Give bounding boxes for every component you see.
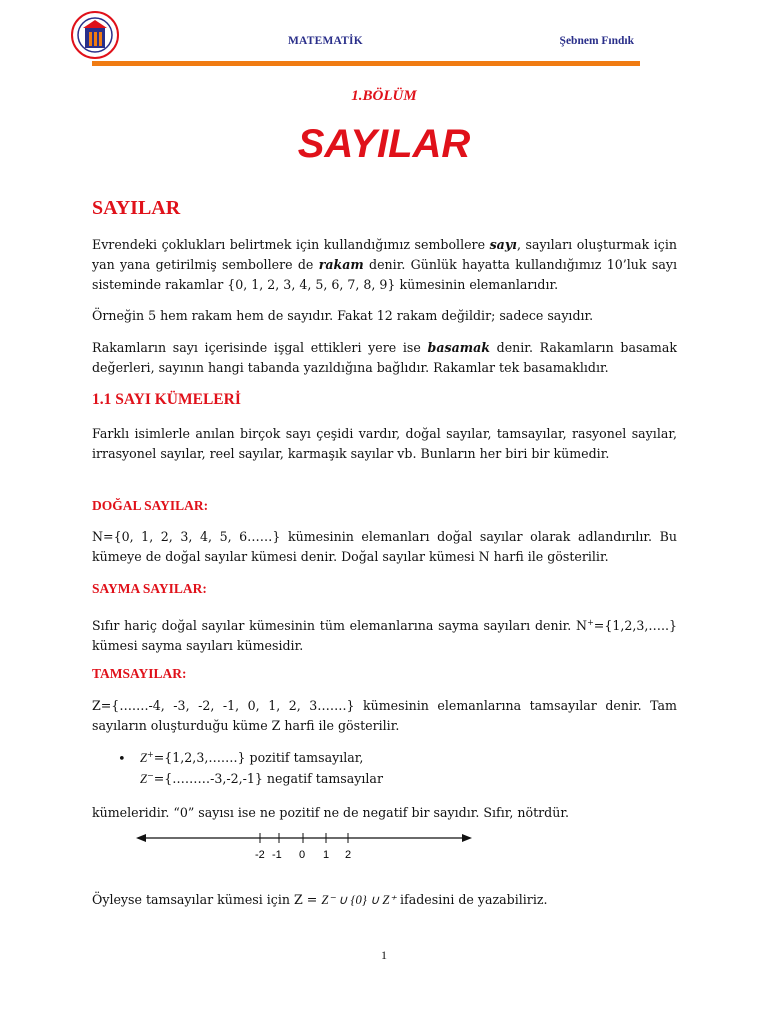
bullet-negative [140, 771, 383, 787]
university-logo [70, 10, 120, 60]
header-divider [92, 61, 640, 66]
example-paragraph: Örneğin 5 hem rakam hem de sayıdır. Fakat 12 rakam değildir; sadece sayıdır. [92, 308, 594, 323]
tamsayi-label: TAMSAYILAR: [92, 666, 187, 681]
chapter-title: SAYILAR [297, 122, 471, 166]
set-formula: Z⁻ ∪ {0} ∪ Z⁺ [321, 893, 397, 907]
sayma-text-2: ={1,2,3,…..} kümesi sayma sayıları kümesidir. [92, 618, 677, 654]
bullet-marker: • [118, 752, 126, 767]
sayma-text-1: Sıfır hariç doğal sayılar kümesinin tüm elemanlarına sayma sayıları denir. N [92, 618, 588, 634]
page-number: 1 [381, 948, 387, 962]
zero-paragraph: kümeleridir. “0” sayısı ise ne pozitif ne de negatif bir sayıdır. Sıfır, nötrdür. [92, 805, 569, 820]
subsection-title: 1.1 SAYI KÜMELERİ [92, 391, 241, 408]
z-symbol: Z [140, 751, 148, 766]
dogal-paragraph: N={0, 1, 2, 3, 4, 5, 6……} kümesinin elemanları doğal sayılar olarak adlandırılır. Bu kümeye de doğal sayılar kümesi denir. Doğal sayılar kümesi N harfi ile gösterilir. [92, 529, 677, 564]
tick-label: 2 [345, 849, 352, 861]
intro-text-1: Evrendeki çoklukları belirtmek için kullandığımız sembollere [92, 237, 490, 252]
tamsayi-paragraph: Z={…….-4, -3, -2, -1, 0, 1, 2, 3…….} kümesinin elemanlarına tamsayılar denir. Tam sayıların oluşturduğu küme Z harfi ile gösterilir. [92, 698, 677, 733]
tick-label: 0 [299, 849, 306, 861]
dogal-label: DOĞAL SAYILAR: [92, 498, 209, 513]
z-minus-sup: − [147, 771, 154, 780]
section-title: SAYILAR [92, 197, 181, 219]
right-arrow-icon [462, 834, 472, 842]
header-subject: MATEMATİK [288, 35, 363, 47]
final-paragraph [92, 890, 677, 910]
tick-label: -2 [255, 849, 265, 861]
intro-text-2: , sayıları oluşturmak için yan yana getirilmiş sembollere de [92, 237, 677, 272]
intro-text-3: denir. Günlük hayatta kullandığımız 10’luk sayı sisteminde rakamlar {0, 1, 2, 3, 4, 5, 6, 7, 8, 9} kümesinin elemanlarıdır. [92, 257, 677, 292]
z-symbol: Z [140, 772, 148, 787]
negative-text: ={………-3,-2,-1} negatif tamsayılar [153, 771, 383, 787]
term-basamak: basamak [427, 340, 490, 355]
sayma-sup: + [587, 618, 594, 627]
header-author: Şebnem Fındık [559, 35, 634, 47]
positive-text: ={1,2,3,…….} pozitif tamsayılar, [153, 750, 364, 766]
tick-label: -1 [272, 849, 282, 861]
basamak-text-2: denir. Rakamların basamak değerleri, sayının hangi tabanda yazıldığına bağlıdır. Rakamlar tek basamaklıdır. [92, 340, 678, 375]
subsection-paragraph: Farklı isimlerle anılan birçok sayı çeşidi vardır, doğal sayılar, tamsayılar, rasyonel sayılar, irrasyonel sayılar, reel sayılar, karmaşık sayılar vb. Bunların her biri bir kümedir. [92, 426, 677, 461]
final-text-2: ifadesini de yazabiliriz. [400, 892, 548, 907]
sayma-label: SAYMA SAYILAR: [92, 581, 207, 596]
sayma-paragraph [92, 613, 677, 656]
bullet-positive [140, 750, 363, 766]
number-line [136, 828, 472, 864]
intro-paragraph [92, 235, 677, 295]
tick-label: 1 [323, 849, 330, 861]
basamak-paragraph [92, 338, 677, 378]
basamak-text-1: Rakamların sayı içerisinde işgal ettikleri yere ise [92, 340, 428, 355]
term-rakam: rakam [318, 257, 364, 272]
left-arrow-icon [136, 834, 146, 842]
chapter-label: 1.BÖLÜM [351, 88, 417, 104]
z-plus-sup: + [147, 750, 154, 759]
final-text-1: Öyleyse tamsayılar kümesi için Z = [92, 892, 322, 907]
term-sayi: sayı [489, 237, 517, 252]
